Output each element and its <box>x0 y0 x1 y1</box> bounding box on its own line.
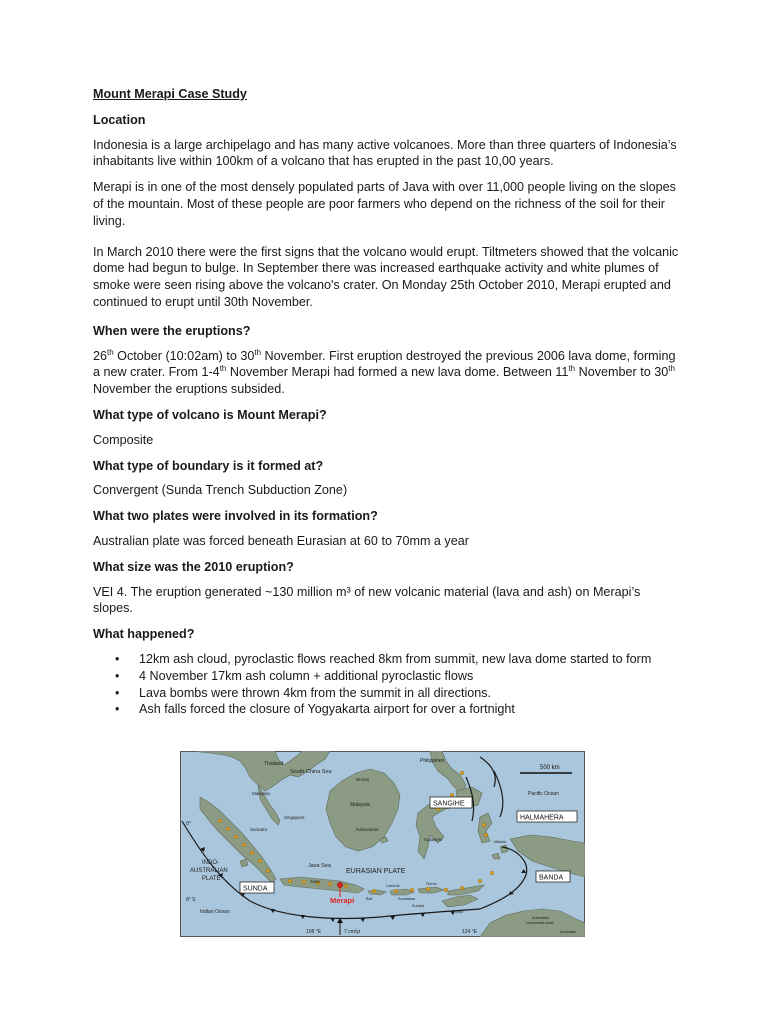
date-text: November. First eruption destroyed the previous 2006 lava dome, forming a new crater. From 1-4 <box>93 348 676 380</box>
label-indo-australian-1: INDO- <box>202 860 219 866</box>
label-philippines: Philippines <box>420 758 445 764</box>
question-boundary-type: What type of boundary is it formed at? <box>93 458 324 473</box>
answer-eruption-dates <box>93 348 683 398</box>
label-sumba: Sumba <box>412 904 425 908</box>
label-lon-124: 124 °E <box>462 929 478 935</box>
label-java-sea: Java Sea <box>308 863 331 869</box>
document-page <box>93 86 683 718</box>
volcano-dot <box>482 823 486 827</box>
halmahera-label: HALMAHERA <box>520 814 564 822</box>
answer-volcano-type: Composite <box>93 432 154 447</box>
events-list <box>93 651 683 718</box>
date-text: November Merapi had formed a new lava dome. Between 11 <box>226 365 569 380</box>
paragraph-location-3: In March 2010 there were the first signs that the volcano would erupt. Tiltmeters showed that the volcanic dome had begun to bulge. In September there was increased earthquake activity and white plumes of smoke were seen rising above the volcano's crater. On Monday 25th October 2010, Merapi erupted and continued to erupt until 30th November. <box>93 244 679 309</box>
answer-plates: Australian plate was forced beneath Eurasian at 60 to 70mm a year <box>93 533 469 548</box>
document-title: Mount Merapi Case Study <box>93 87 247 101</box>
volcano-dot <box>258 859 262 863</box>
label-south-china-sea: South China Sea <box>290 769 332 775</box>
label-sumbawa: Sumbawa <box>398 897 415 901</box>
list-item: • 4 November 17km ash column + additional pyroclastic flows <box>93 668 683 685</box>
label-malaysia-west: Malaysia <box>252 791 270 796</box>
label-lombok: Lombok <box>386 884 400 888</box>
label-lat-0: 0° <box>186 821 191 827</box>
volcano-dot <box>490 871 494 875</box>
label-flores: Flores <box>426 882 437 886</box>
volcano-dot <box>218 819 222 823</box>
paragraph-location-2: Merapi is in one of the most densely populated parts of Java with over 11,000 people living on the slopes of the mountain. Most of these people are poor farmers who depend on the richness of the soil for their living. <box>93 180 676 228</box>
label-merapi: Merapi <box>330 896 355 905</box>
date-text: October (10:02am) to 30 <box>113 348 255 363</box>
label-aus-shelf-2: continental shelf <box>526 921 554 925</box>
volcano-dot <box>478 879 482 883</box>
list-item: • 12km ash cloud, pyroclastic flows reached 8km from summit, new lava dome started to form <box>93 651 683 668</box>
question-eruption-dates: When were the eruptions? <box>93 323 251 338</box>
answer-boundary-type: Convergent (Sunda Trench Subduction Zone) <box>93 483 348 498</box>
volcano-dot <box>410 888 414 892</box>
label-java: Java <box>310 879 320 884</box>
question-what-happened: What happened? <box>93 627 195 642</box>
volcano-dot <box>288 879 292 883</box>
map-svg <box>180 751 585 937</box>
list-item: • Ash falls forced the closure of Yogyakarta airport for over a fortnight <box>93 701 683 718</box>
volcano-dot <box>460 771 464 775</box>
volcano-dot <box>234 835 238 839</box>
sunda-label: SUNDA <box>243 885 268 893</box>
label-eurasian-plate: EURASIAN PLATE <box>346 868 406 875</box>
volcano-dot <box>302 880 306 884</box>
indonesia-tectonic-map <box>180 751 585 937</box>
label-singapore: Singapore <box>284 815 305 820</box>
label-sulawesi: Sulawesi <box>424 837 443 842</box>
question-eruption-size: What size was the 2010 eruption? <box>93 559 294 574</box>
label-bali: Bali <box>366 897 373 901</box>
label-indo-australian-2: AUSTRALIAN <box>190 868 228 874</box>
volcano-dot <box>250 851 254 855</box>
label-indian-ocean: Indian Ocean <box>200 909 230 915</box>
volcano-dot <box>372 889 376 893</box>
volcano-dot <box>450 793 454 797</box>
date-text: 26 <box>93 348 108 363</box>
section-heading-location: Location <box>93 112 146 127</box>
scale-label: 500 km <box>540 765 560 771</box>
label-sumatra: Sumatra <box>250 827 268 832</box>
volcano-dot <box>460 886 464 890</box>
list-item: • Lava bombs were thrown 4km from the summit in all directions. <box>93 685 683 702</box>
label-indo-australian-3: PLATE <box>202 876 221 882</box>
volcano-dot <box>344 884 348 888</box>
label-kalimantan: Kalimantan <box>356 827 379 832</box>
paragraph-location-1: Indonesia is a large archipelago and has many active volcanoes. More than three quarters of Indonesia’s inhabitants live within 100km of a volcano that has erupted in the past 10,00 years. <box>93 137 677 169</box>
answer-eruption-size: VEI 4. The eruption generated ~130 million m³ of new volcanic material (lava and ash) on Merapi’s slopes. <box>93 584 641 616</box>
ordinal-suffix: th <box>568 364 576 374</box>
label-plate-rate: 7 cm/yr <box>344 929 361 935</box>
label-maluku: Maluku <box>494 840 507 844</box>
label-lat-8: 8° S <box>186 897 196 903</box>
sangihe-label: SANGIHE <box>433 800 465 808</box>
label-lon-108: 108 °E <box>306 929 322 935</box>
label-aus-shelf-1: Australian <box>532 916 549 920</box>
banda-label: BANDA <box>539 874 564 882</box>
label-brunei: Brunei <box>356 777 370 782</box>
volcano-dot <box>426 887 430 891</box>
label-australia: Australia <box>560 929 576 934</box>
label-thailand: Thailand <box>264 761 284 767</box>
question-plates: What two plates were involved in its formation? <box>93 509 378 524</box>
label-timor: Timor <box>454 910 464 914</box>
volcano-dot <box>444 888 448 892</box>
label-malaysia-east: Malaysia <box>350 802 370 808</box>
volcano-dot <box>328 882 332 886</box>
label-pacific-ocean: Pacific Ocean <box>528 791 559 797</box>
volcano-dot <box>226 827 230 831</box>
volcano-dot <box>484 833 488 837</box>
ordinal-suffix: th <box>668 364 675 374</box>
volcano-dot <box>394 889 398 893</box>
date-text: November the eruptions subsided. <box>93 382 285 397</box>
ordinal-suffix: th <box>254 347 262 357</box>
volcano-dot <box>266 869 270 873</box>
ordinal-suffix: th <box>219 364 227 374</box>
volcano-dot <box>242 843 246 847</box>
date-text: November to 30 <box>575 365 669 380</box>
question-volcano-type: What type of volcano is Mount Merapi? <box>93 407 327 422</box>
ordinal-suffix: th <box>107 347 114 357</box>
